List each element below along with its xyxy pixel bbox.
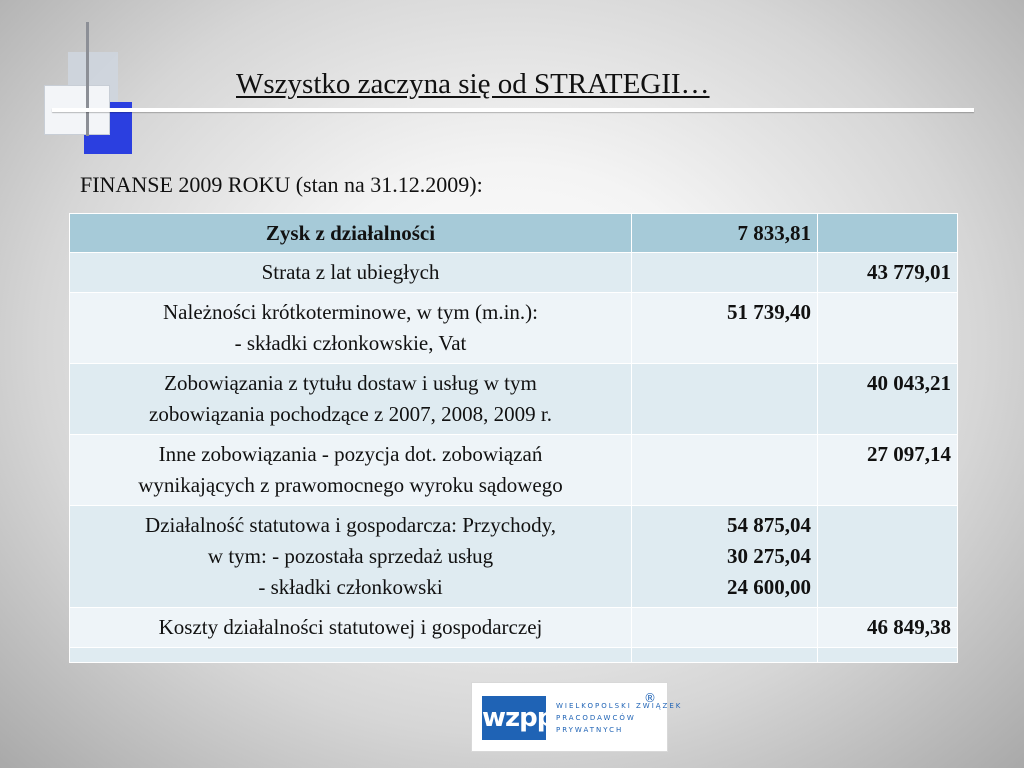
- table-row: [70, 608, 958, 648]
- row-label-cell: [70, 293, 632, 364]
- row-value-cell: [632, 364, 818, 435]
- table-blank-row: [70, 648, 958, 663]
- row-label-line: Inne zobowiązania - pozycja dot. zobowiązań: [158, 442, 543, 466]
- title-divider-line: [52, 108, 974, 112]
- row-label-cell: [70, 253, 632, 293]
- finance-table: [69, 213, 958, 663]
- row-value-cell: [632, 293, 818, 364]
- wzpp-logo: [471, 682, 683, 752]
- row-value-cell: [632, 608, 818, 648]
- blank-cell: [70, 648, 632, 663]
- registered-mark: ®: [644, 691, 656, 705]
- row-label-cell: [70, 608, 632, 648]
- row-label-line: Zobowiązania z tytułu dostaw i usług w tym: [164, 371, 537, 395]
- table-row: [70, 293, 958, 364]
- row-total-cell: [818, 293, 958, 364]
- row-total: 43 779,01: [867, 260, 951, 284]
- table-row: [70, 253, 958, 293]
- table-row: [70, 364, 958, 435]
- table-header-row: [70, 214, 958, 253]
- row-label-line: - składki członkowski: [258, 575, 443, 599]
- row-total-cell: [818, 608, 958, 648]
- row-label-line: Należności krótkoterminowe, w tym (m.in.):: [163, 300, 538, 324]
- logo-line-2: PRACODAWCÓW: [556, 714, 636, 722]
- row-total: 27 097,14: [867, 442, 951, 466]
- row-value: 51 739,40: [727, 300, 811, 324]
- table-row: [70, 506, 958, 608]
- row-label-line: Koszty działalności statutowej i gospodarczej: [158, 615, 543, 639]
- row-label-line: Działalność statutowa i gospodarcza: Przychody,: [145, 513, 556, 537]
- row-total-cell: [818, 364, 958, 435]
- slide-title: Wszystko zaczyna się od STRATEGII…: [236, 68, 710, 100]
- logo-text: [556, 700, 682, 736]
- header-label-cell: Zysk z działalności: [70, 214, 632, 253]
- row-value-cell: [632, 506, 818, 608]
- row-label-cell: [70, 506, 632, 608]
- row-total: 40 043,21: [867, 371, 951, 395]
- row-total: 46 849,38: [867, 615, 951, 639]
- row-label-line: w tym: - pozostała sprzedaż usług: [207, 544, 494, 568]
- blank-cell: [818, 648, 958, 663]
- row-label-cell: [70, 435, 632, 506]
- row-label-line: wynikających z prawomocnego wyroku sądowego: [138, 473, 563, 497]
- row-label-cell: [70, 364, 632, 435]
- row-total-cell: [818, 435, 958, 506]
- row-label-line: - składki członkowskie, Vat: [234, 331, 467, 355]
- logo-line-3: PRYWATNYCH: [556, 726, 624, 734]
- header-empty-cell: [818, 214, 958, 253]
- row-value-cell: [632, 253, 818, 293]
- header-value-cell: 7 833,81: [632, 214, 818, 253]
- logo-line-1: WIELKOPOLSKI ZWIĄZEK: [556, 702, 683, 710]
- decor-vertical-line: [86, 22, 89, 136]
- table-row: [70, 435, 958, 506]
- blank-cell: [632, 648, 818, 663]
- row-value: 30 275,04: [727, 544, 811, 568]
- row-total-cell: [818, 506, 958, 608]
- row-label-line: Strata z lat ubiegłych: [261, 260, 440, 284]
- slide-subtitle: FINANSE 2009 ROKU (stan na 31.12.2009):: [80, 172, 483, 197]
- row-total-cell: [818, 253, 958, 293]
- row-value-cell: [632, 435, 818, 506]
- logo-mark: wzpp: [482, 696, 546, 740]
- row-value: 54 875,04: [727, 513, 811, 537]
- row-label-line: zobowiązania pochodzące z 2007, 2008, 2009 r.: [149, 402, 552, 426]
- row-value: 24 600,00: [727, 575, 811, 599]
